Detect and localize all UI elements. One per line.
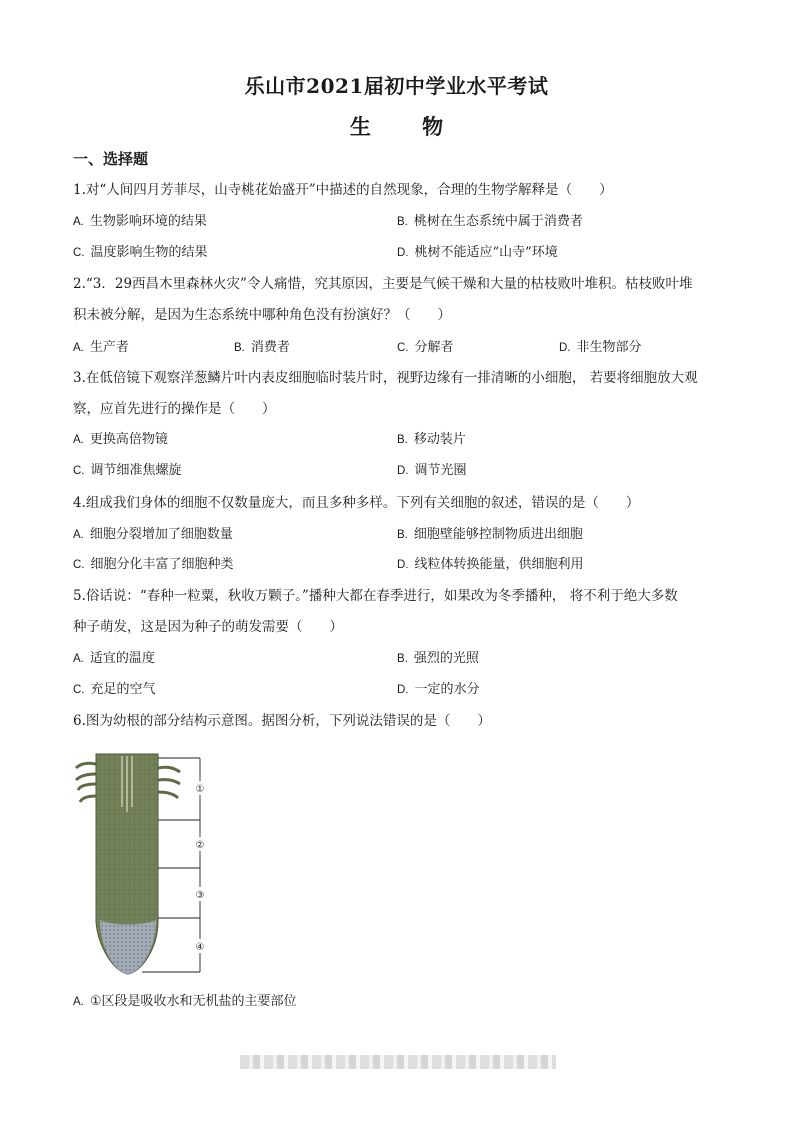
option-text: 调节光圈 (414, 463, 467, 478)
option-letter: C. (73, 465, 85, 477)
section-heading: 一、选择题 (73, 150, 149, 168)
q5-option-c (73, 680, 156, 700)
q5-option-d (397, 680, 480, 700)
root-hairs-right (158, 767, 180, 798)
question-5-text-line-1: 5.俗话说：“春种一粒粟，秋收万颗子。”播种大都在春季进行，如果改为冬季播种， 将不利于绝大多数 (73, 588, 678, 604)
option-letter: A. (73, 996, 84, 1008)
q6-option-a (73, 992, 297, 1012)
option-text: 一定的水分 (414, 682, 480, 697)
region-label-1: ① (195, 784, 205, 795)
option-text: 强烈的光照 (413, 651, 479, 666)
option-letter: B. (397, 216, 408, 228)
option-letter: A. (73, 529, 84, 541)
region-label-2: ② (195, 840, 205, 851)
option-text: 线粒体转换能量，供细胞利用 (414, 557, 584, 572)
option-text: 适宜的温度 (89, 651, 155, 666)
blurred-footer-watermark (240, 1055, 556, 1069)
q3-option-c (73, 461, 182, 481)
option-letter: C. (397, 342, 409, 354)
question-1-text: 1.对“人间四月芳菲尽，山寺桃花始盛开”中描述的自然现象，合理的生物学解释是（ ） (73, 182, 613, 198)
q2-option-c (397, 338, 454, 358)
question-3-text-line-1: 3.在低倍镜下观察洋葱鳞片叶内表皮细胞临时装片时，视野边缘有一排清晰的小细胞， 若要将细胞放大观 (73, 370, 698, 386)
question-6-text: 6.图为幼根的部分结构示意图。据图分析，下列说法错误的是（ ） (73, 713, 491, 729)
exam-title: 乐山市2021届初中学业水平考试 (244, 74, 549, 98)
region-label-4: ④ (195, 942, 205, 953)
q4-option-d (397, 555, 584, 575)
option-text: 分解者 (414, 340, 454, 355)
q3-option-a (73, 430, 168, 450)
option-text: 移动装片 (413, 432, 466, 447)
option-letter: B. (397, 434, 408, 446)
q3-option-d (397, 461, 467, 481)
question-5-text-line-2: 种子萌发，这是因为种子的萌发需要（ ） (73, 619, 343, 635)
option-text: 温度影响生物的结果 (90, 245, 208, 260)
q4-option-b (397, 525, 583, 545)
option-letter: B. (397, 529, 408, 541)
question-4-text: 4.组成我们身体的细胞不仅数量庞大，而且多种多样。下列有关细胞的叙述，错误的是（ ） (73, 495, 640, 511)
option-letter: C. (73, 247, 85, 259)
q1-option-a (73, 212, 207, 232)
option-text: 充足的空气 (90, 682, 156, 697)
option-text: 调节细准焦螺旋 (90, 463, 182, 478)
option-letter: C. (73, 559, 85, 571)
q2-option-a (73, 338, 129, 358)
option-letter: A. (73, 434, 84, 446)
option-text: 桃树在生态系统中属于消费者 (413, 214, 583, 229)
q1-option-b (397, 212, 583, 232)
option-text: 生物影响环境的结果 (89, 214, 207, 229)
option-text: 桃树不能适应“山寺”环境 (414, 245, 558, 260)
root-cap (100, 920, 156, 974)
q3-option-b (397, 430, 466, 450)
question-3-text-line-2: 察，应首先进行的操作是（ ） (73, 401, 276, 417)
option-letter: A. (73, 653, 84, 665)
q4-option-c (73, 555, 234, 575)
option-letter: B. (234, 342, 245, 354)
option-letter: D. (397, 247, 409, 259)
q5-option-a (73, 649, 155, 669)
q5-option-b (397, 649, 479, 669)
q2-option-d (559, 338, 642, 358)
root-hairs-left (76, 763, 96, 802)
option-text: 非生物部分 (576, 340, 642, 355)
q1-option-d (397, 243, 558, 263)
q1-option-c (73, 243, 208, 263)
question-2-text-line-2: 积未被分解，是因为生态系统中哪种角色没有扮演好？（ ） (73, 307, 451, 323)
q2-option-b (234, 338, 290, 358)
option-text: 生产者 (89, 340, 129, 355)
option-text: 细胞分裂增加了细胞数量 (89, 527, 233, 542)
subject-title: 生 物 (349, 114, 466, 139)
option-text: 消费者 (250, 340, 290, 355)
option-letter: D. (559, 342, 571, 354)
option-letter: D. (397, 684, 409, 696)
q4-option-a (73, 525, 233, 545)
option-letter: B. (397, 653, 408, 665)
option-letter: D. (397, 559, 409, 571)
root-tip-figure (72, 752, 212, 977)
option-text: 细胞壁能够控制物质进出细胞 (413, 527, 583, 542)
option-text: 细胞分化丰富了细胞种类 (90, 557, 234, 572)
option-letter: A. (73, 342, 84, 354)
root-tip-diagram (72, 752, 212, 977)
option-text: 更换高倍物镜 (89, 432, 168, 447)
option-letter: C. (73, 684, 85, 696)
option-letter: D. (397, 465, 409, 477)
question-2-text-line-1: 2.“3．29西昌木里森林火灾”令人痛惜，究其原因，主要是气候干燥和大量的枯枝败叶堆积。枯枝败叶堆 (73, 276, 693, 292)
region-label-3: ③ (195, 890, 205, 901)
option-letter: A. (73, 216, 84, 228)
option-text: ①区段是吸收水和无机盐的主要部位 (89, 994, 297, 1009)
